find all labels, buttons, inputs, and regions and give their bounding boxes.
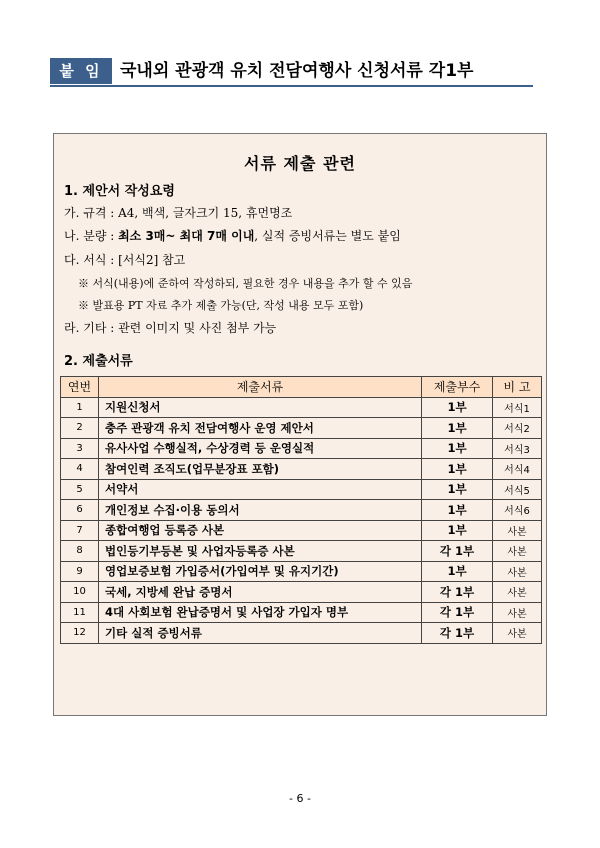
row-doc: 서약서 [99, 479, 422, 500]
row-doc: 유사사업 수행실적, 수상경력 등 운영실적 [99, 438, 422, 459]
spec-etc: 라. 기타 : 관련 이미지 및 사진 첨부 가능 [64, 321, 277, 335]
page-number: - 6 - [289, 792, 311, 805]
attachment-tag: 붙 임 [50, 58, 112, 84]
row-count: 1부 [422, 500, 493, 521]
row-remark: 서식4 [493, 459, 542, 480]
table-row [61, 479, 542, 500]
header-no: 연번 [61, 377, 99, 398]
row-doc: 지원신청서 [99, 397, 422, 418]
row-no: 6 [61, 500, 99, 521]
row-remark: 사본 [493, 561, 542, 582]
row-count: 각 1부 [422, 582, 493, 603]
attachment-header [50, 58, 533, 84]
section1-heading: 1. 제안서 작성요령 [64, 184, 175, 199]
row-no: 11 [61, 602, 99, 623]
row-count: 1부 [422, 397, 493, 418]
row-doc: 충주 관광객 유치 전담여행사 운영 제안서 [99, 418, 422, 439]
table-row [61, 459, 542, 480]
row-remark: 서식2 [493, 418, 542, 439]
row-count: 각 1부 [422, 623, 493, 644]
row-remark: 서식1 [493, 397, 542, 418]
header-remark: 비 고 [493, 377, 542, 398]
row-no: 4 [61, 459, 99, 480]
spec-form: 다. 서식 : [서식2] 참고 [64, 253, 186, 267]
row-no: 7 [61, 520, 99, 541]
row-remark: 서식6 [493, 500, 542, 521]
row-no: 2 [61, 418, 99, 439]
submission-box [53, 133, 547, 716]
section2-heading: 2. 제출서류 [64, 354, 133, 369]
spec-length-suffix: , 실적 증빙서류는 별도 붙임 [254, 229, 401, 243]
row-count: 1부 [422, 438, 493, 459]
row-count: 각 1부 [422, 541, 493, 562]
row-doc: 종합여행업 등록증 사본 [99, 520, 422, 541]
spec-length-prefix: 나. 분량 : [64, 229, 119, 243]
table-row [61, 418, 542, 439]
spec-length-bold: 최소 3매~ 최대 7매 이내 [118, 229, 255, 243]
row-count: 1부 [422, 520, 493, 541]
table-row [61, 500, 542, 521]
spec-length [64, 227, 401, 244]
row-count: 1부 [422, 561, 493, 582]
table-row [61, 541, 542, 562]
table-row [61, 438, 542, 459]
box-title: 서류 제출 관련 [244, 154, 356, 173]
table-header-row [61, 377, 542, 398]
row-doc: 국세, 지방세 완납 증명서 [99, 582, 422, 603]
row-doc: 개인정보 수집·이용 동의서 [99, 500, 422, 521]
row-count: 1부 [422, 459, 493, 480]
table-row [61, 397, 542, 418]
row-remark: 사본 [493, 623, 542, 644]
row-no: 5 [61, 479, 99, 500]
row-doc: 기타 실적 증빙서류 [99, 623, 422, 644]
row-remark: 사본 [493, 541, 542, 562]
row-doc: 법인등기부등본 및 사업자등록증 사본 [99, 541, 422, 562]
spec-size: 가. 규격 : A4, 백색, 글자크기 15, 휴먼명조 [64, 206, 293, 220]
header-count: 제출부수 [422, 377, 493, 398]
row-count: 각 1부 [422, 602, 493, 623]
row-remark: 사본 [493, 602, 542, 623]
row-no: 9 [61, 561, 99, 582]
row-no: 8 [61, 541, 99, 562]
row-doc: 4대 사회보험 완납증명서 및 사업장 가입자 명부 [99, 602, 422, 623]
table-row [61, 520, 542, 541]
row-remark: 서식5 [493, 479, 542, 500]
table-row [61, 561, 542, 582]
row-no: 3 [61, 438, 99, 459]
header-underline [50, 85, 533, 87]
table-row [61, 602, 542, 623]
row-count: 1부 [422, 479, 493, 500]
row-count: 1부 [422, 418, 493, 439]
header-doc: 제출서류 [99, 377, 422, 398]
table-row [61, 582, 542, 603]
page-title: 국내외 관광객 유치 전담여행사 신청서류 각1부 [120, 61, 474, 81]
row-remark: 서식3 [493, 438, 542, 459]
note-presentation: ※ 발표용 PT 자료 추가 제출 가능(단, 작성 내용 모두 포함) [78, 299, 364, 312]
row-no: 1 [61, 397, 99, 418]
table-row [61, 623, 542, 644]
row-no: 12 [61, 623, 99, 644]
row-doc: 영업보증보험 가입증서(가입여부 및 유지기간) [99, 561, 422, 582]
row-no: 10 [61, 582, 99, 603]
row-remark: 사본 [493, 582, 542, 603]
note-content: ※ 서식(내용)에 준하여 작성하되, 필요한 경우 내용을 추가 할 수 있음 [78, 277, 413, 290]
documents-table [60, 376, 542, 644]
row-doc: 참여인력 조직도(업무분장표 포함) [99, 459, 422, 480]
row-remark: 사본 [493, 520, 542, 541]
